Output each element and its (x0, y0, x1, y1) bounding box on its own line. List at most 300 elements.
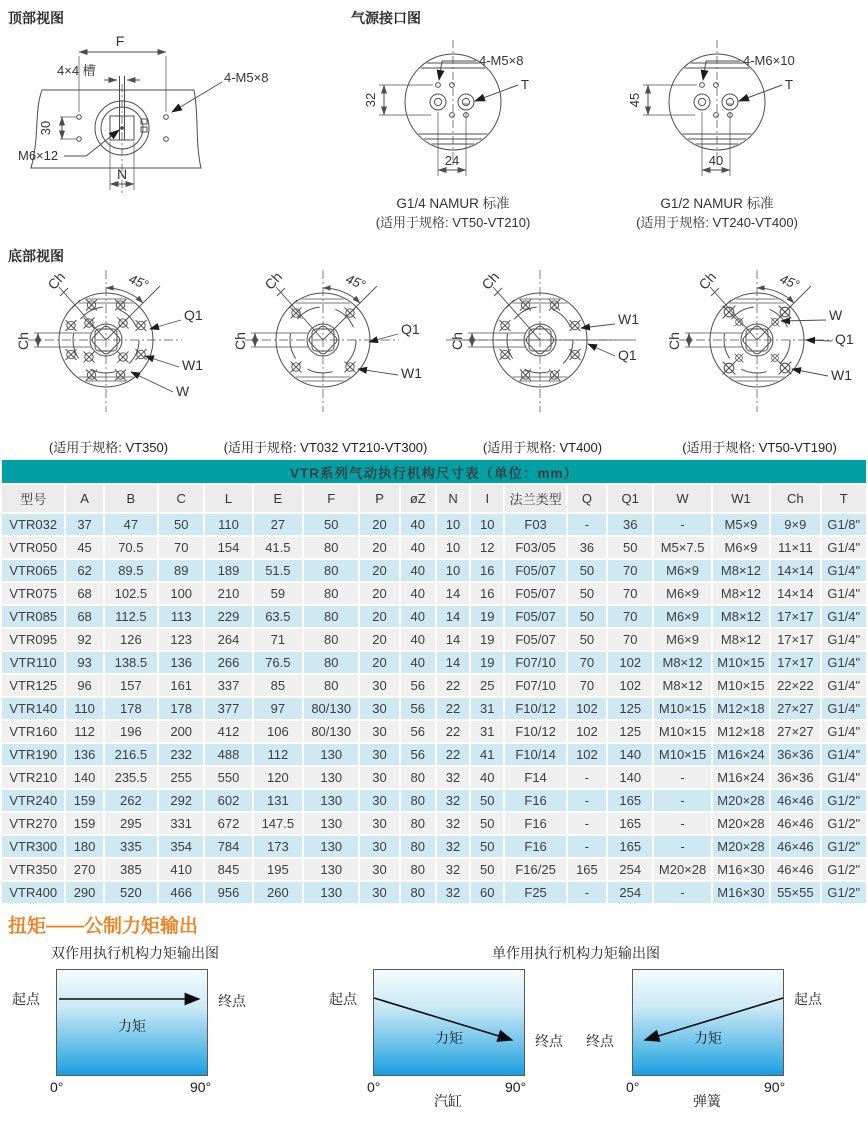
value-cell: 80 (303, 559, 359, 582)
value-cell: 56 (400, 743, 436, 766)
value-cell: 27×27 (770, 697, 820, 720)
value-cell: 488 (204, 743, 252, 766)
value-cell: F10/12 (504, 697, 566, 720)
value-cell: 27 (253, 513, 303, 536)
double-acting-chart-title: 双作用执行机构力矩输出图 (51, 945, 219, 961)
value-cell: 80 (303, 628, 359, 651)
table-row (1, 628, 867, 651)
flange-view-vt400 (434, 252, 651, 456)
standard-label: G1/4 NAMUR 标准 (396, 196, 510, 211)
value-cell: 845 (204, 858, 252, 881)
value-cell: 100 (158, 582, 204, 605)
value-cell: 112.5 (104, 605, 158, 628)
value-cell: M12×18 (712, 720, 770, 743)
value-cell: 130 (303, 835, 359, 858)
value-cell: 784 (204, 835, 252, 858)
model-cell: VTR085 (1, 605, 65, 628)
value-cell: 229 (204, 605, 252, 628)
value-cell: 59 (253, 582, 303, 605)
value-cell: M8×12 (712, 605, 770, 628)
end-label: 终点 (586, 1033, 614, 1049)
value-cell: 180 (65, 835, 103, 858)
value-cell: 50 (470, 835, 504, 858)
value-cell: 50 (470, 858, 504, 881)
value-cell: 130 (303, 743, 359, 766)
value-cell: 30 (359, 881, 399, 904)
column-header: I (470, 484, 504, 513)
flange-caption: (适用于规格: VT50-VT190) (682, 440, 837, 455)
value-cell: - (653, 812, 711, 835)
value-cell: 102 (567, 720, 607, 743)
deg0-label: 0° (626, 1079, 640, 1095)
table-body (1, 513, 867, 904)
value-cell: 410 (158, 858, 204, 881)
value-cell: G1/2" (821, 881, 868, 904)
dim-label-h: 40 (708, 153, 724, 168)
value-cell: F25 (504, 881, 566, 904)
value-cell: 14×14 (770, 559, 820, 582)
value-cell: 70.5 (104, 536, 158, 559)
model-cell: VTR300 (1, 835, 65, 858)
value-cell: 10 (436, 513, 470, 536)
value-cell: 377 (204, 697, 252, 720)
value-cell: 80 (400, 835, 436, 858)
value-cell: 68 (65, 605, 103, 628)
flange-caption: (适用于规格: VT400) (482, 440, 603, 455)
value-cell: 80 (400, 881, 436, 904)
deg90-label: 90° (505, 1079, 527, 1095)
w1-label: W1 (831, 367, 852, 383)
start-label: 起点 (329, 991, 357, 1007)
value-cell: 40 (400, 605, 436, 628)
model-cell: VTR240 (1, 789, 65, 812)
value-cell: 17×17 (770, 605, 820, 628)
bolt-spec-label: 4-M5×8 (479, 53, 524, 68)
value-cell: 102.5 (104, 582, 158, 605)
value-cell: 70 (607, 605, 653, 628)
column-header: L (204, 484, 252, 513)
value-cell: M10×15 (653, 697, 711, 720)
value-cell: 46×46 (770, 835, 820, 858)
value-cell: 80 (303, 605, 359, 628)
value-cell: 10 (436, 536, 470, 559)
value-cell: 89.5 (104, 559, 158, 582)
value-cell: 27×27 (770, 720, 820, 743)
value-cell: 30 (359, 858, 399, 881)
value-cell: - (567, 835, 607, 858)
table-row (1, 858, 867, 881)
value-cell: 80 (303, 651, 359, 674)
value-cell: 30 (359, 812, 399, 835)
value-cell: 102 (567, 697, 607, 720)
ch-left-label: Ch (15, 332, 31, 350)
value-cell: 20 (359, 605, 399, 628)
value-cell: 112 (65, 720, 103, 743)
value-cell: 126 (104, 628, 158, 651)
table-row (1, 697, 867, 720)
ch-left-label: Ch (666, 332, 682, 350)
value-cell: F05/07 (504, 605, 566, 628)
q1-label: Q1 (618, 347, 637, 363)
value-cell: 136 (65, 743, 103, 766)
value-cell: - (567, 766, 607, 789)
standard-label: G1/2 NAMUR 标准 (660, 196, 774, 211)
column-header: W (653, 484, 711, 513)
value-cell: 385 (104, 858, 158, 881)
chart-single-cylinder (373, 969, 525, 1076)
value-cell: 70 (607, 582, 653, 605)
value-cell: 31 (470, 697, 504, 720)
value-cell: 50 (470, 812, 504, 835)
start-label: 起点 (794, 991, 822, 1007)
value-cell: 16 (470, 582, 504, 605)
value-cell: 45 (65, 536, 103, 559)
value-cell: M10×15 (712, 674, 770, 697)
range-label: (适用于规格: VT50-VT210) (375, 215, 531, 230)
value-cell: 14 (436, 605, 470, 628)
value-cell: G1/4" (821, 559, 868, 582)
dim-label-v: 32 (363, 92, 378, 108)
top-view-title: 顶部视图 (8, 10, 64, 26)
value-cell: 20 (359, 582, 399, 605)
dim-label-30: 30 (38, 120, 53, 136)
table-row (1, 835, 867, 858)
value-cell: 36 (567, 536, 607, 559)
value-cell: F14 (504, 766, 566, 789)
model-cell: VTR032 (1, 513, 65, 536)
q1-label: Q1 (184, 307, 203, 323)
value-cell: 56 (400, 697, 436, 720)
value-cell: 36×36 (770, 743, 820, 766)
value-cell: 89 (158, 559, 204, 582)
dim-label-v: 45 (627, 92, 642, 108)
model-cell: VTR140 (1, 697, 65, 720)
column-header: N (436, 484, 470, 513)
value-cell: 10 (470, 513, 504, 536)
value-cell: 178 (104, 697, 158, 720)
angle-label: 45° (343, 271, 368, 293)
table-row (1, 651, 867, 674)
value-cell: 40 (400, 582, 436, 605)
flange-svg (651, 252, 868, 432)
value-cell: 157 (104, 674, 158, 697)
value-cell: 80 (303, 536, 359, 559)
value-cell: 80 (400, 766, 436, 789)
column-header: B (104, 484, 158, 513)
value-cell: F05/07 (504, 628, 566, 651)
value-cell: 110 (204, 513, 252, 536)
value-cell: 50 (567, 582, 607, 605)
value-cell: 70 (158, 536, 204, 559)
value-cell: 85 (253, 674, 303, 697)
value-cell: 110 (65, 697, 103, 720)
value-cell: 93 (65, 651, 103, 674)
value-cell: 270 (65, 858, 103, 881)
value-cell: 125 (607, 720, 653, 743)
value-cell: G1/2" (821, 858, 868, 881)
value-cell: 70 (567, 651, 607, 674)
value-cell: G1/2" (821, 789, 868, 812)
value-cell: 50 (303, 513, 359, 536)
model-cell: VTR065 (1, 559, 65, 582)
value-cell: M8×12 (712, 582, 770, 605)
flange-caption: (适用于规格: VT350) (48, 440, 169, 455)
value-cell: 140 (607, 766, 653, 789)
model-cell: VTR270 (1, 812, 65, 835)
value-cell: 22 (436, 697, 470, 720)
torque-area-label: 力矩 (435, 1030, 463, 1046)
value-cell: 50 (607, 536, 653, 559)
value-cell: G1/4" (821, 536, 868, 559)
value-cell: 178 (158, 697, 204, 720)
value-cell: 16 (470, 559, 504, 582)
value-cell: 22×22 (770, 674, 820, 697)
torque-area-label: 力矩 (118, 1018, 146, 1034)
value-cell: M20×28 (712, 789, 770, 812)
value-cell: - (653, 789, 711, 812)
table-row (1, 536, 867, 559)
spring-axis-label: 弹簧 (693, 1093, 721, 1109)
value-cell: 20 (359, 559, 399, 582)
value-cell: 195 (253, 858, 303, 881)
value-cell: 20 (359, 513, 399, 536)
q1-label: Q1 (401, 321, 420, 337)
value-cell: F03 (504, 513, 566, 536)
namur-g12-drawing (609, 14, 867, 238)
value-cell: 130 (303, 858, 359, 881)
value-cell: G1/4" (821, 720, 868, 743)
value-cell: M10×15 (712, 651, 770, 674)
value-cell: F05/07 (504, 559, 566, 582)
value-cell: - (567, 513, 607, 536)
q1-label: Q1 (835, 331, 854, 347)
bolt-spec-label: 4-M6×10 (743, 53, 795, 68)
value-cell: 113 (158, 605, 204, 628)
value-cell: 30 (359, 674, 399, 697)
ch-diagonal-label: Ch (695, 268, 720, 293)
value-cell: 200 (158, 720, 204, 743)
value-cell: 47 (104, 513, 158, 536)
value-cell: 232 (158, 743, 204, 766)
value-cell: 130 (303, 789, 359, 812)
ch-diagonal-label: Ch (261, 268, 286, 293)
value-cell: F16 (504, 789, 566, 812)
value-cell: 125 (607, 697, 653, 720)
value-cell: 50 (567, 628, 607, 651)
ch-diagonal-label: Ch (44, 268, 69, 293)
port-t-label: T (521, 77, 529, 92)
value-cell: M20×28 (653, 858, 711, 881)
value-cell: 9×9 (770, 513, 820, 536)
value-cell: F10/14 (504, 743, 566, 766)
value-cell: M6×9 (653, 582, 711, 605)
column-header: 法兰类型 (504, 484, 566, 513)
value-cell: G1/8" (821, 513, 868, 536)
value-cell: 337 (204, 674, 252, 697)
table-row (1, 881, 867, 904)
model-cell: VTR125 (1, 674, 65, 697)
top-section (0, 0, 868, 240)
value-cell: 56 (400, 720, 436, 743)
value-cell: 120 (253, 766, 303, 789)
value-cell: 266 (204, 651, 252, 674)
value-cell: F07/10 (504, 674, 566, 697)
value-cell: 36 (607, 513, 653, 536)
value-cell: 131 (253, 789, 303, 812)
value-cell: 136 (158, 651, 204, 674)
value-cell: 46×46 (770, 858, 820, 881)
value-cell: 22 (436, 743, 470, 766)
value-cell: 165 (567, 858, 607, 881)
table-row (1, 766, 867, 789)
value-cell: 154 (204, 536, 252, 559)
m6-label: M6×12 (18, 148, 59, 163)
value-cell: G1/4" (821, 582, 868, 605)
value-cell: 210 (204, 582, 252, 605)
torque-section (0, 909, 868, 1109)
single-acting-chart-title: 单作用执行机构力矩输出图 (492, 945, 660, 961)
value-cell: G1/4" (821, 605, 868, 628)
value-cell: 290 (65, 881, 103, 904)
value-cell: G1/4" (821, 651, 868, 674)
value-cell: M20×28 (712, 835, 770, 858)
value-cell: 70 (607, 559, 653, 582)
value-cell: 40 (400, 536, 436, 559)
value-cell: 70 (607, 628, 653, 651)
table-row (1, 720, 867, 743)
value-cell: M16×24 (712, 766, 770, 789)
value-cell: 14 (436, 628, 470, 651)
deg0-label: 0° (50, 1079, 64, 1095)
value-cell: 102 (567, 743, 607, 766)
value-cell: 50 (470, 789, 504, 812)
value-cell: F05/07 (504, 582, 566, 605)
value-cell: 51.5 (253, 559, 303, 582)
dim-label-f: F (115, 33, 125, 49)
end-label: 终点 (218, 993, 246, 1009)
value-cell: 19 (470, 628, 504, 651)
value-cell: F03/05 (504, 536, 566, 559)
model-cell: VTR110 (1, 651, 65, 674)
value-cell: 25 (470, 674, 504, 697)
value-cell: M6×9 (653, 559, 711, 582)
flange-svg (434, 252, 651, 432)
value-cell: 17×17 (770, 651, 820, 674)
table-row (1, 559, 867, 582)
slot-label: 4×4 槽 (57, 63, 96, 78)
dim-label-n: N (116, 166, 128, 182)
table-row (1, 789, 867, 812)
value-cell: 335 (104, 835, 158, 858)
value-cell: 41 (470, 743, 504, 766)
deg0-label: 0° (367, 1079, 381, 1095)
value-cell: F16 (504, 812, 566, 835)
namur-g14-drawing (345, 14, 609, 238)
value-cell: G1/2" (821, 812, 868, 835)
value-cell: M10×15 (653, 720, 711, 743)
value-cell: 138.5 (104, 651, 158, 674)
value-cell: M5×7.5 (653, 536, 711, 559)
value-cell: M8×12 (653, 674, 711, 697)
value-cell: M12×18 (712, 697, 770, 720)
column-header: F (303, 484, 359, 513)
value-cell: 196 (104, 720, 158, 743)
value-cell: 40 (470, 766, 504, 789)
air-interface-section (345, 0, 868, 240)
value-cell: 60 (470, 881, 504, 904)
value-cell: M10×15 (653, 743, 711, 766)
deg90-label: 90° (764, 1079, 786, 1095)
value-cell: 97 (253, 697, 303, 720)
value-cell: - (567, 789, 607, 812)
value-cell: 14 (436, 582, 470, 605)
value-cell: 56 (400, 674, 436, 697)
value-cell: 50 (567, 605, 607, 628)
torque-heading: 扭矩——公制力矩输出 (8, 916, 199, 937)
value-cell: 22 (436, 674, 470, 697)
value-cell: 40 (400, 559, 436, 582)
value-cell: 30 (359, 766, 399, 789)
value-cell: 216.5 (104, 743, 158, 766)
value-cell: 31 (470, 720, 504, 743)
value-cell: 102 (607, 674, 653, 697)
value-cell: 147.5 (253, 812, 303, 835)
model-cell: VTR160 (1, 720, 65, 743)
value-cell: 264 (204, 628, 252, 651)
model-cell: VTR050 (1, 536, 65, 559)
value-cell: M6×9 (653, 628, 711, 651)
value-cell: M8×12 (653, 651, 711, 674)
w-label: W (829, 307, 843, 323)
value-cell: 254 (607, 858, 653, 881)
bolt-spec-label: 4-M5×8 (224, 70, 269, 85)
value-cell: 106 (253, 720, 303, 743)
value-cell: 80 (400, 858, 436, 881)
table-row (1, 674, 867, 697)
value-cell: 466 (158, 881, 204, 904)
value-cell: 602 (204, 789, 252, 812)
value-cell: 17×17 (770, 628, 820, 651)
value-cell: 255 (158, 766, 204, 789)
value-cell: 672 (204, 812, 252, 835)
value-cell: 262 (104, 789, 158, 812)
value-cell: 80 (400, 789, 436, 812)
value-cell: 130 (303, 766, 359, 789)
flange-view-vt50-vt190 (651, 252, 868, 456)
value-cell: 30 (359, 743, 399, 766)
value-cell: 295 (104, 812, 158, 835)
value-cell: 50 (567, 559, 607, 582)
value-cell: 46×46 (770, 789, 820, 812)
flange-caption: (适用于规格: VT032 VT210-VT300) (223, 440, 428, 455)
value-cell: 112 (253, 743, 303, 766)
value-cell: M8×12 (712, 628, 770, 651)
value-cell: M16×30 (712, 881, 770, 904)
value-cell: 40 (400, 628, 436, 651)
value-cell: - (567, 812, 607, 835)
bottom-view-title: 底部视图 (8, 248, 64, 264)
flange-view-vt032-vt210-300 (217, 252, 434, 456)
value-cell: 292 (158, 789, 204, 812)
column-header: A (65, 484, 103, 513)
value-cell: 354 (158, 835, 204, 858)
value-cell: 14×14 (770, 582, 820, 605)
value-cell: 32 (436, 835, 470, 858)
w1-label: W1 (618, 311, 639, 327)
value-cell: 165 (607, 812, 653, 835)
value-cell: 30 (359, 720, 399, 743)
torque-area-label: 力矩 (694, 1030, 722, 1046)
